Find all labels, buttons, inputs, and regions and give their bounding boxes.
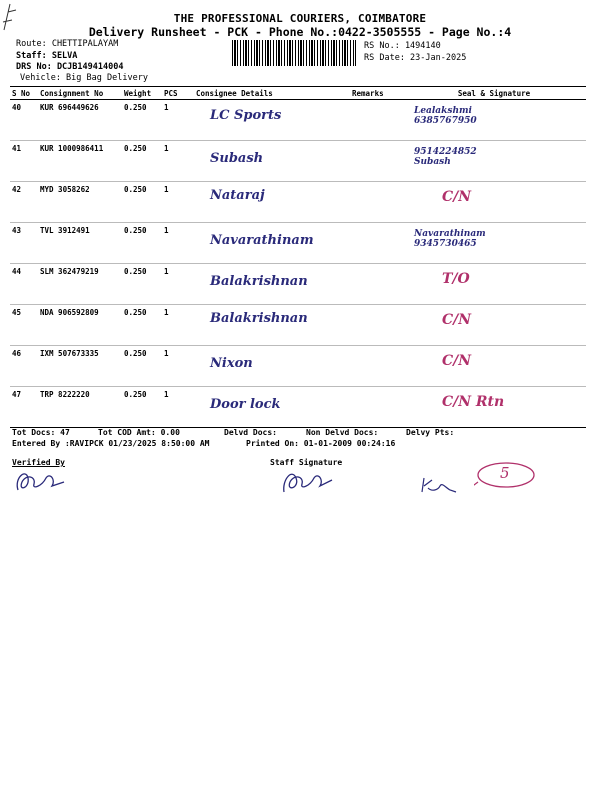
table-row bbox=[10, 182, 586, 223]
cell-pcs: 1 bbox=[162, 264, 194, 305]
circled-number: 5 bbox=[500, 464, 510, 482]
cell-signature bbox=[402, 182, 586, 223]
cell-consignment: KUR 1000986411 bbox=[38, 141, 122, 182]
verified-by-label: Verified By bbox=[12, 458, 65, 467]
initials-signature-drawing bbox=[418, 468, 458, 498]
cell-remarks bbox=[350, 387, 402, 428]
cell-sno: 44 bbox=[10, 264, 38, 305]
cell-sno: 42 bbox=[10, 182, 38, 223]
table-row bbox=[10, 223, 586, 264]
cell-remarks bbox=[350, 264, 402, 305]
cell-remarks bbox=[350, 182, 402, 223]
col-signature: Seal & Signature bbox=[402, 87, 586, 100]
printed-on: Printed On: 01-01-2009 00:24:16 bbox=[246, 439, 396, 448]
cell-sno: 43 bbox=[10, 223, 38, 264]
cell-consignee bbox=[194, 264, 350, 305]
cell-weight: 0.250 bbox=[122, 141, 162, 182]
cell-consignment: NDA 906592809 bbox=[38, 305, 122, 346]
signature-handwriting: T/O bbox=[442, 271, 470, 287]
cell-pcs: 1 bbox=[162, 141, 194, 182]
table-row bbox=[10, 100, 586, 141]
col-weight: Weight bbox=[122, 87, 162, 100]
col-sno: S No bbox=[10, 87, 38, 100]
cell-signature bbox=[402, 223, 586, 264]
rs-date: RS Date: 23-Jan-2025 bbox=[364, 53, 467, 63]
cell-consignment: IXM 507673335 bbox=[38, 346, 122, 387]
signature-handwriting: C/N bbox=[442, 189, 472, 205]
cell-signature bbox=[402, 141, 586, 182]
cell-signature bbox=[402, 100, 586, 141]
cell-sno: 41 bbox=[10, 141, 38, 182]
consignee-handwriting: Door lock bbox=[210, 397, 281, 412]
cell-weight: 0.250 bbox=[122, 182, 162, 223]
cell-pcs: 1 bbox=[162, 387, 194, 428]
cell-signature bbox=[402, 305, 586, 346]
tot-docs: Tot Docs: 47 bbox=[12, 428, 70, 437]
runsheet-table bbox=[10, 86, 586, 428]
cell-consignee bbox=[194, 141, 350, 182]
cell-signature bbox=[402, 346, 586, 387]
cell-weight: 0.250 bbox=[122, 100, 162, 141]
col-consignment: Consignment No bbox=[38, 87, 122, 100]
cell-consignee bbox=[194, 346, 350, 387]
cell-pcs: 1 bbox=[162, 346, 194, 387]
cell-pcs: 1 bbox=[162, 223, 194, 264]
cell-consignment: MYD 3058262 bbox=[38, 182, 122, 223]
cell-consignee bbox=[194, 223, 350, 264]
cell-consignee bbox=[194, 100, 350, 141]
consignee-handwriting: Balakrishnan bbox=[210, 274, 308, 289]
cell-consignee bbox=[194, 387, 350, 428]
cell-consignee bbox=[194, 182, 350, 223]
verifier-signature-drawing bbox=[12, 464, 72, 496]
cell-consignment: TRP 8222220 bbox=[38, 387, 122, 428]
table-header-row bbox=[10, 87, 586, 100]
cell-consignee bbox=[194, 305, 350, 346]
cell-remarks bbox=[350, 100, 402, 141]
cell-remarks bbox=[350, 346, 402, 387]
consignee-handwriting: Subash bbox=[210, 151, 264, 166]
signature-handwriting: C/N bbox=[442, 312, 472, 328]
runsheet-subtitle: Delivery Runsheet - PCK - Phone No.:0422-3505555 - Page No.:4 bbox=[88, 25, 512, 39]
barcode bbox=[232, 40, 356, 66]
cell-pcs: 1 bbox=[162, 100, 194, 141]
non-delivered-docs: Non Delvd Docs: bbox=[306, 428, 379, 437]
table-row bbox=[10, 346, 586, 387]
consignee-handwriting: Navarathinam bbox=[210, 233, 314, 248]
tot-cod-amount: Tot COD Amt: 0.00 bbox=[98, 428, 180, 437]
rs-number: RS No.: 1494140 bbox=[364, 41, 441, 51]
corner-mark-icon bbox=[0, 0, 26, 40]
cell-remarks bbox=[350, 305, 402, 346]
col-pcs: PCS bbox=[162, 87, 194, 100]
signature-handwriting: Navarathinam 9345730465 bbox=[414, 229, 486, 249]
table-row bbox=[10, 264, 586, 305]
company-title: THE PROFESSIONAL COURIERS, COIMBATORE bbox=[173, 12, 427, 25]
drs-label: DRS No: DCJB149414004 bbox=[16, 62, 124, 72]
cell-sno: 47 bbox=[10, 387, 38, 428]
table-row bbox=[10, 387, 586, 428]
cell-remarks bbox=[350, 223, 402, 264]
staff-label: Staff: SELVA bbox=[16, 51, 78, 61]
cell-consignment: KUR 696449626 bbox=[38, 100, 122, 141]
cell-consignment: SLM 362479219 bbox=[38, 264, 122, 305]
cell-consignment: TVL 3912491 bbox=[38, 223, 122, 264]
col-remarks: Remarks bbox=[350, 87, 402, 100]
table-row bbox=[10, 141, 586, 182]
entered-by: Entered By :RAVIPCK 01/23/2025 8:50:00 AM bbox=[12, 439, 210, 448]
cell-weight: 0.250 bbox=[122, 305, 162, 346]
cell-pcs: 1 bbox=[162, 182, 194, 223]
col-consignee: Consignee Details bbox=[194, 87, 350, 100]
cell-weight: 0.250 bbox=[122, 387, 162, 428]
staff-signature-drawing bbox=[278, 464, 338, 496]
staff-signature-label: Staff Signature bbox=[270, 458, 343, 467]
cell-weight: 0.250 bbox=[122, 346, 162, 387]
cell-remarks bbox=[350, 141, 402, 182]
cell-pcs: 1 bbox=[162, 305, 194, 346]
cell-signature bbox=[402, 387, 586, 428]
cell-weight: 0.250 bbox=[122, 264, 162, 305]
table-row bbox=[10, 305, 586, 346]
signature-handwriting: 9514224852 Subash bbox=[414, 147, 477, 167]
cell-signature bbox=[402, 264, 586, 305]
signature-handwriting: C/N bbox=[442, 353, 472, 369]
consignee-handwriting: Nataraj bbox=[210, 188, 265, 203]
cell-sno: 45 bbox=[10, 305, 38, 346]
vehicle-label: Vehicle: Big Bag Delivery bbox=[20, 73, 148, 83]
consignee-handwriting: Balakrishnan bbox=[210, 311, 308, 326]
cell-sno: 40 bbox=[10, 100, 38, 141]
signature-handwriting: Lealakshmi 6385767950 bbox=[414, 106, 477, 126]
consignee-handwriting: LC Sports bbox=[210, 108, 282, 123]
route-label: Route: CHETTIPALAYAM bbox=[16, 39, 119, 49]
cell-weight: 0.250 bbox=[122, 223, 162, 264]
signature-handwriting: C/N Rtn bbox=[442, 394, 505, 410]
consignee-handwriting: Nixon bbox=[210, 356, 253, 371]
delivered-docs: Delvd Docs: bbox=[224, 428, 277, 437]
delivery-points: Delvy Pts: bbox=[406, 428, 455, 437]
cell-sno: 46 bbox=[10, 346, 38, 387]
